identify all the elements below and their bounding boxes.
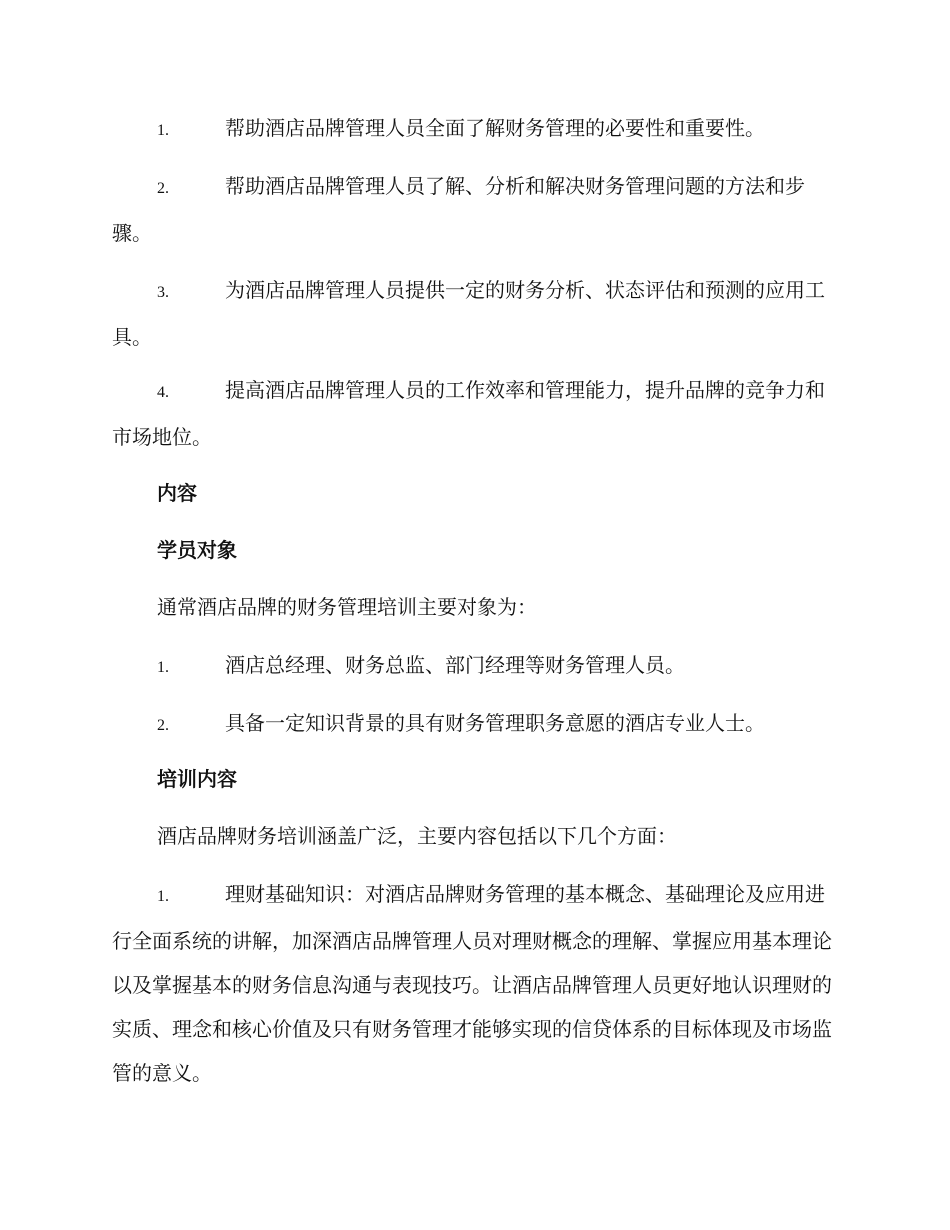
list-number: 4. — [157, 384, 169, 401]
list-text: 理财基础知识：对酒店品牌财务管理的基本概念、基础理论及应用进行全面系统的讲解，加深酒店品牌管理人员对理财概念的理解、掌握应用基本理论以及掌握基本的财务信息沟通与表现技巧。让酒店品牌管理人员更好地认识理财的实质、理念和核心价值及只有财务管理才能够实现的信贷体系的目标体现及市场监管的意义。 — [112, 882, 832, 1085]
goal-item-1 — [112, 106, 837, 153]
list-number: 1. — [157, 888, 169, 905]
section-heading-audience: 学员对象 — [157, 538, 237, 562]
list-number: 1. — [157, 659, 169, 676]
audience-intro: 通常酒店品牌的财务管理培训主要对象为： — [157, 595, 537, 619]
list-text: 提高酒店品牌管理人员的工作效率和管理能力，提升品牌的竞争力和市场地位。 — [112, 378, 825, 449]
section-heading-training: 培训内容 — [157, 767, 237, 791]
goal-item-2 — [112, 164, 837, 255]
list-number: 2. — [157, 180, 169, 197]
list-text: 酒店总经理、财务总监、部门经理等财务管理人员。 — [225, 653, 685, 677]
list-number: 2. — [157, 717, 169, 734]
list-text: 为酒店品牌管理人员提供一定的财务分析、状态评估和预测的应用工具。 — [112, 278, 825, 349]
list-number: 1. — [157, 122, 169, 139]
training-intro: 酒店品牌财务培训涵盖广泛，主要内容包括以下几个方面： — [157, 824, 677, 848]
list-text: 帮助酒店品牌管理人员全面了解财务管理的必要性和重要性。 — [225, 116, 765, 140]
training-item-1 — [112, 872, 837, 1095]
section-heading-content: 内容 — [157, 481, 197, 505]
audience-item-1 — [112, 643, 837, 690]
list-text: 帮助酒店品牌管理人员了解、分析和解决财务管理问题的方法和步骤。 — [112, 174, 805, 245]
audience-item-2 — [112, 701, 837, 748]
goal-item-3 — [112, 268, 837, 359]
list-text: 具备一定知识背景的具有财务管理职务意愿的酒店专业人士。 — [225, 711, 765, 735]
list-number: 3. — [157, 284, 169, 301]
goal-item-4 — [112, 368, 837, 459]
